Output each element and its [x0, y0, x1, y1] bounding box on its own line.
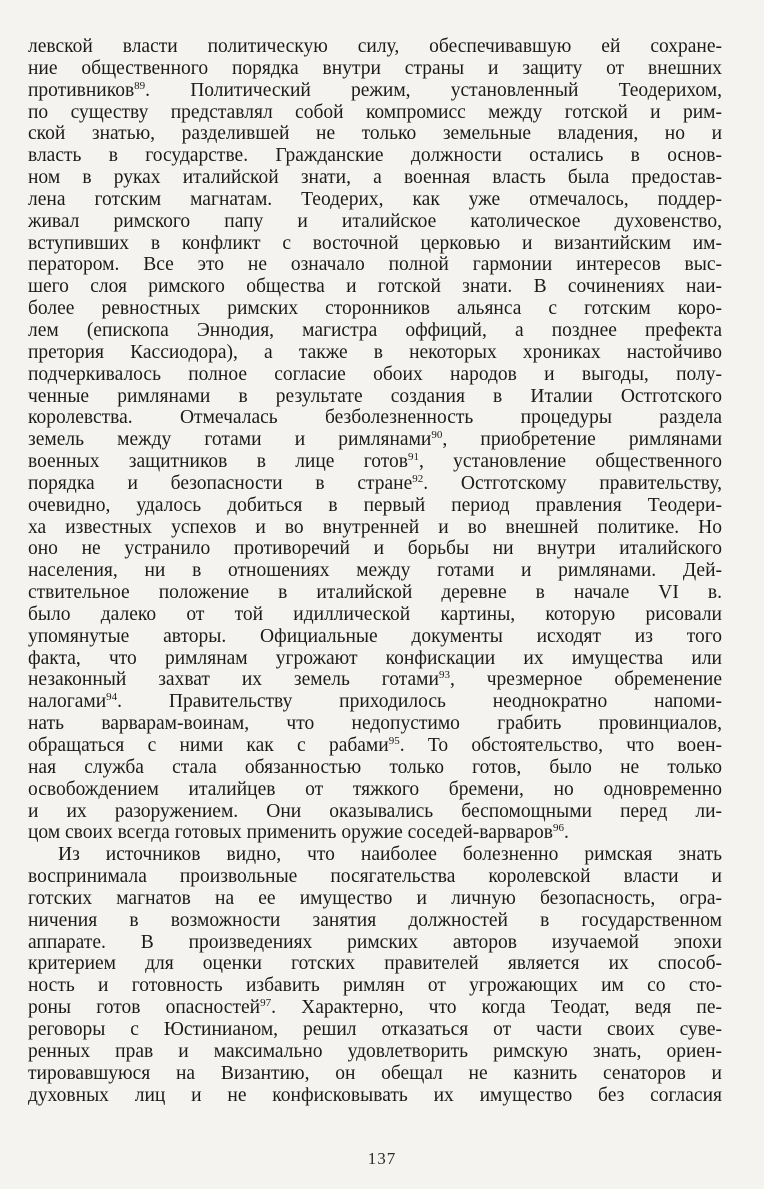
body-text: [28, 36, 722, 1106]
text-line: ченные римлянами в результате создания в Италии Остготского: [28, 385, 722, 407]
text-line: [28, 691, 722, 713]
text-line: Из источников видно, что наиболее болезненно римская знать: [58, 844, 722, 866]
text-line: ная служба стала обязанностью только готов, было не только: [28, 756, 722, 778]
footnote-ref: 92: [412, 472, 424, 485]
text-line: претория Кассиодора), а также в некоторых хрониках настойчиво: [28, 341, 722, 363]
text-line: [28, 997, 722, 1019]
text-segment: . Правительству приходилось неоднократно напоми-: [117, 691, 722, 713]
text-line: ничения в возможности занятия должностей в государственном: [28, 909, 722, 931]
text-line: критерием для оценки готских правителей является их способ-: [28, 953, 722, 975]
text-line: нать варварам-воинам, что недопустимо грабить провинциалов,: [28, 713, 722, 735]
text-line: населения, ни в отношениях между готами и римлянами. Дей-: [28, 560, 722, 582]
text-line: аппарате. В произведениях римских авторов изучаемой эпохи: [28, 931, 722, 953]
text-segment: налогами: [28, 691, 107, 713]
text-segment: . Политический режим, установленный Теодерихом,: [145, 79, 722, 101]
text-line: ской знатью, разделившей не только земельные владения, но и: [28, 123, 722, 145]
footnote-ref: 89: [134, 79, 146, 92]
text-line: [28, 80, 722, 102]
text-line: духовных лиц и не конфисковывать их имущество без согласия: [28, 1084, 722, 1106]
text-line: подчеркивалось полное согласие обоих народов и выгоды, полу-: [28, 363, 722, 385]
text-segment: обращаться с ними как с рабами: [28, 735, 389, 756]
footnote-ref: 94: [106, 691, 118, 704]
text-segment: земель между готами и римлянами: [28, 429, 432, 451]
page-number: 137: [367, 1149, 397, 1168]
text-segment: , установление общественного: [419, 451, 722, 473]
text-line: живал римского папу и италийское католическое духовенство,: [28, 210, 722, 232]
text-line: и их разоружением. Они оказывались беспомощными перед ли-: [28, 800, 722, 822]
text-line: власть в государстве. Гражданские должности остались в основ-: [28, 145, 722, 167]
text-segment: порядка и безопасности в стране: [28, 472, 413, 494]
text-segment: . Характерно, что когда Теодат, ведя пе-: [271, 997, 722, 1019]
text-line: упомянутые авторы. Официальные документы исходят из того: [28, 625, 722, 647]
text-line: воспринимала произвольные посягательства королевской власти и: [28, 866, 722, 888]
text-segment: ние общественного порядка внутри страны и защиту от внешних: [28, 57, 722, 79]
text-line: [28, 669, 722, 691]
text-line: [28, 473, 722, 495]
text-line: шего слоя римского общества и готской знати. В сочинениях наи-: [28, 276, 722, 298]
paragraph: [28, 36, 722, 844]
text-line: ном в руках италийской знати, а военная власть была предостав-: [28, 167, 722, 189]
footnote-ref: 96: [552, 822, 564, 835]
text-segment: противников: [28, 79, 135, 101]
text-line: факта, что римлянам угрожают конфискации их имущества или: [28, 647, 722, 669]
text-segment: , приобретение римлянами: [442, 429, 723, 451]
footnote-ref: 91: [408, 451, 419, 464]
footnote-ref: 90: [431, 429, 443, 442]
text-line: ха известных успехов и во внутренней и во внешней политике. Но: [28, 516, 722, 538]
text-line: более ревностных римских сторонников альянса с готским коро-: [28, 298, 722, 320]
footnote-ref: 93: [438, 669, 450, 682]
text-line: [28, 58, 722, 80]
text-segment: . Остготскому правительству,: [423, 472, 723, 494]
text-line: тировавшуюся на Византию, он обещал не казнить сенаторов и: [28, 1062, 722, 1084]
text-line: лем (епископа Эннодия, магистра оффиций, а позднее префекта: [28, 319, 722, 341]
text-segment: цом своих всегда готовых применить оружие соседей-варваров: [28, 822, 553, 844]
paragraph: [28, 844, 722, 1106]
text-line: ператором. Все это не означало полной гармонии интересов выс-: [28, 254, 722, 276]
text-line: лена готским магнатам. Теодерих, как уже отмечалось, поддер-: [28, 188, 722, 210]
text-line: левской власти политическую силу, обеспечивавшую ей сохране-: [28, 36, 722, 57]
text-line: ность и готовность избавить римлян от угрожающих им со сто-: [28, 975, 722, 997]
text-line: королевства. Отмечалась безболезненность процедуры раздела: [28, 407, 722, 429]
text-line: было далеко от той идиллической картины, которую рисовали: [28, 603, 722, 625]
text-segment: . То обстоятельство, что воен-: [399, 735, 722, 756]
text-line: вступивших в конфликт с восточной церковью и византийским им-: [28, 232, 722, 254]
text-segment: , чрезмерное обременение: [449, 669, 723, 691]
text-line: готских магнатов на ее имущество и личную безопасность, огра-: [28, 887, 722, 909]
text-line: ренных прав и максимально удовлетворить римскую знать, ориен-: [28, 1040, 722, 1062]
footnote-ref: 95: [388, 735, 400, 747]
text-line: по существу представлял собой компромисс между готской и рим-: [28, 101, 722, 123]
text-line: [28, 822, 722, 844]
text-line: [28, 429, 722, 451]
text-segment: незаконный захват их земель готами: [28, 669, 439, 691]
text-line: реговоры с Юстинианом, решил отказаться от части своих суве-: [28, 1018, 722, 1040]
text-line: очевидно, удалось добиться в первый период правления Теодери-: [28, 494, 722, 516]
text-line: оно не устранило противоречий и борьбы ни внутри италийского: [28, 538, 722, 560]
text-segment: роны готов опасностей: [28, 997, 261, 1019]
text-segment: военных защитников в лице готов: [28, 451, 408, 473]
footnote-ref: 97: [260, 997, 272, 1010]
text-line: ствительное положение в италийской деревне в начале VI в.: [28, 582, 722, 604]
text-line: [28, 451, 722, 473]
text-line: [28, 735, 722, 757]
text-line: освобождением италийцев от тяжкого бремени, но одновременно: [28, 778, 722, 800]
text-segment: .: [563, 822, 569, 844]
